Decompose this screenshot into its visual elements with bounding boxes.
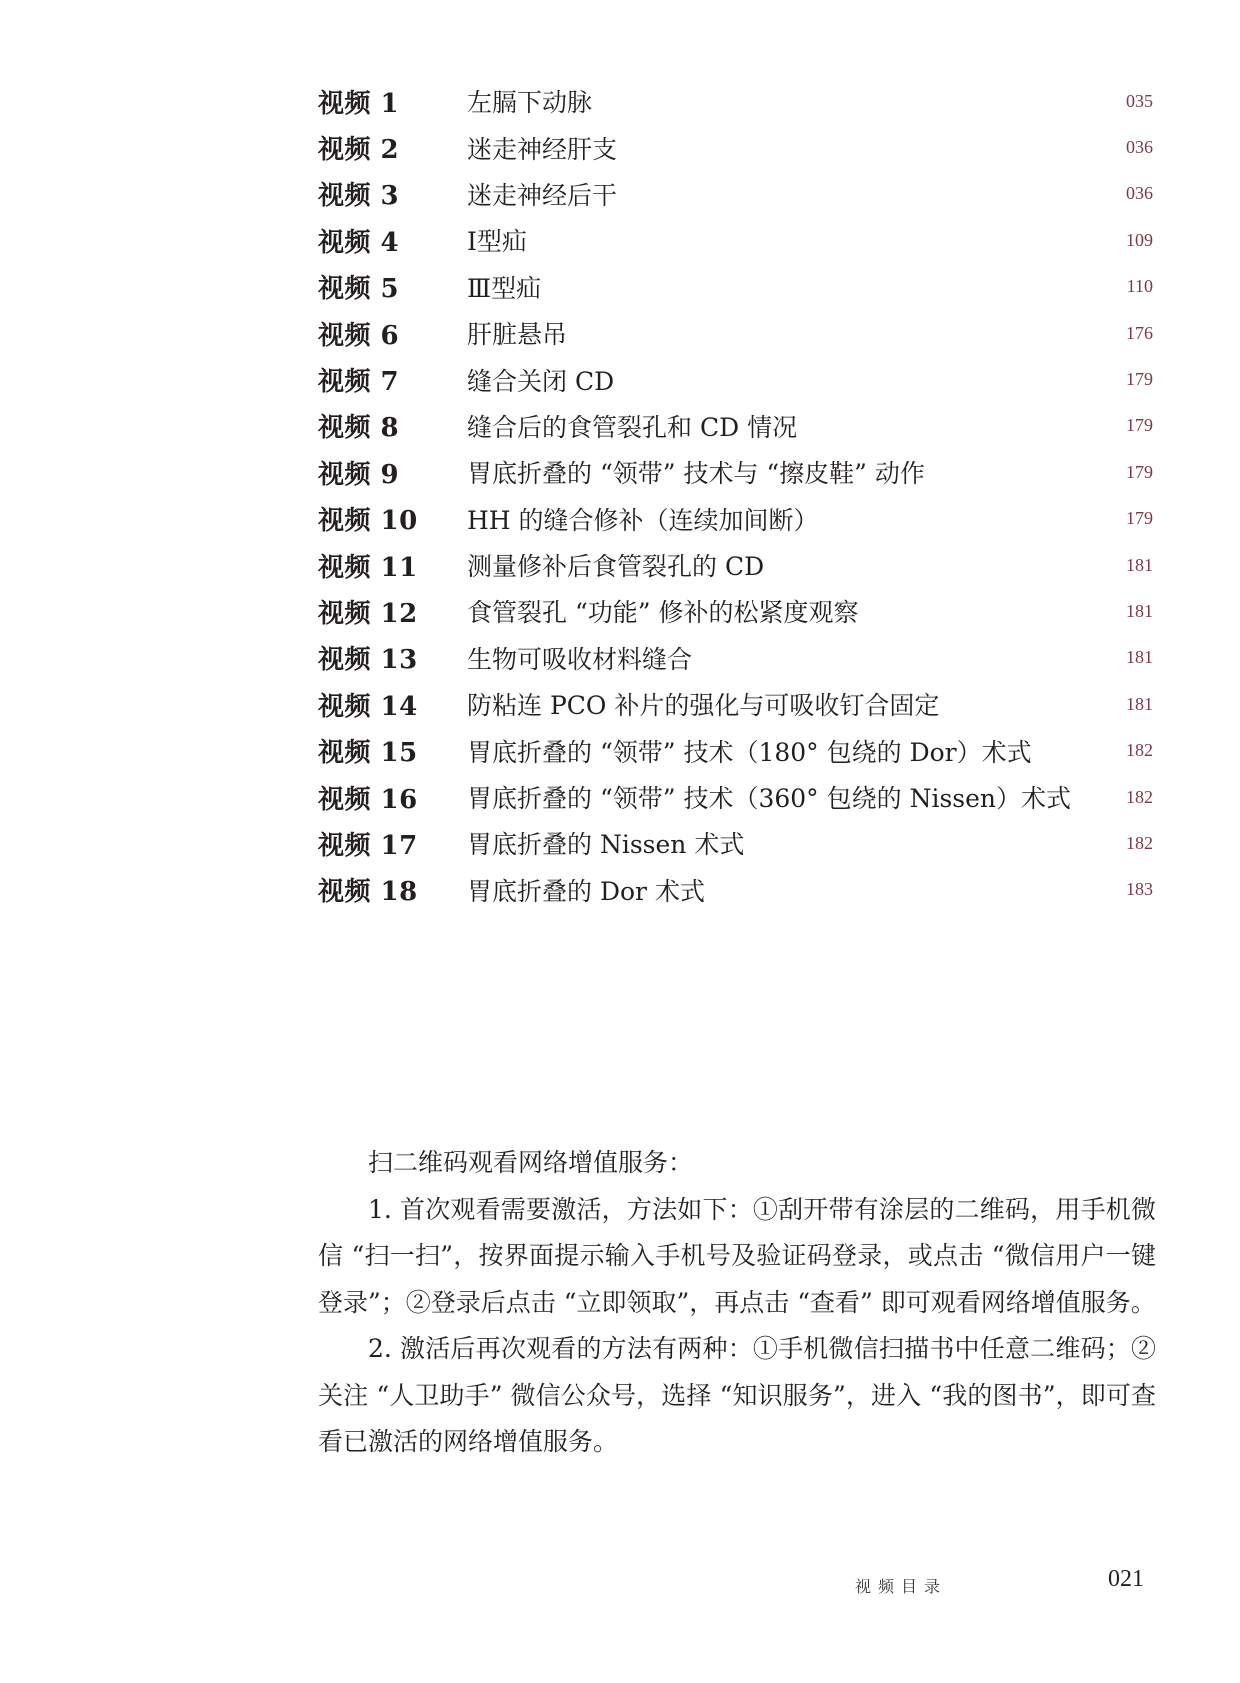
running-footer-section: 视频目录 xyxy=(855,1577,948,1596)
notice-paragraph-activation: 1. 首次观看需要激活，方法如下：①刮开带有涂层的二维码，用手机微信 “扫一扫”，按界面提示输入手机号及验证码登录，或点击 “微信用户一键登录”；②登录后点击 “立即领取”，再点击 “查看” 即可观看网络增值服务。 xyxy=(318,1194,1156,1317)
page-ref: 179 xyxy=(1126,369,1153,390)
video-label: 视频 2 xyxy=(318,135,400,166)
video-title: 肝脏悬吊 xyxy=(467,320,568,350)
video-label: 视频 9 xyxy=(318,459,400,490)
video-title: 迷走神经肝支 xyxy=(467,134,618,164)
notice-heading: 扫二维码观看网络增值服务： xyxy=(368,1148,694,1177)
toc-row[interactable] xyxy=(318,124,1153,170)
page-ref: 036 xyxy=(1126,183,1153,204)
video-title: Ⅲ型疝 xyxy=(467,273,542,303)
video-title: 缝合后的食管裂孔和 CD 情况 xyxy=(467,412,798,442)
video-label: 视频 11 xyxy=(318,552,418,583)
video-label: 视频 15 xyxy=(318,738,418,769)
toc-row[interactable] xyxy=(318,820,1153,866)
video-title: 食管裂孔 “功能” 修补的松紧度观察 xyxy=(467,598,859,628)
page-ref: 182 xyxy=(1126,832,1153,853)
page-ref: 109 xyxy=(1126,229,1153,250)
qr-code-service-notice xyxy=(318,1140,1156,1466)
video-title: 迷走神经后干 xyxy=(467,180,618,210)
video-title: 左膈下动脉 xyxy=(467,88,593,118)
toc-row[interactable] xyxy=(318,727,1153,773)
page-ref: 110 xyxy=(1126,276,1153,297)
notice-paragraph-rewatch: 2. 激活后再次观看的方法有两种：①手机微信扫描书中任意二维码；②关注 “人卫助手” 微信公众号，选择 “知识服务”，进入 “我的图书”，即可查看已激活的网络增值服务。 xyxy=(318,1334,1156,1456)
video-title: 胃底折叠的 “领带” 技术与 “擦皮鞋” 动作 xyxy=(467,459,925,489)
toc-row[interactable] xyxy=(318,217,1153,263)
page-ref: 181 xyxy=(1126,600,1153,621)
video-title: 生物可吸收材料缝合 xyxy=(467,644,693,674)
page-ref: 179 xyxy=(1126,461,1153,482)
toc-row[interactable] xyxy=(318,403,1153,449)
video-title: Ⅰ型疝 xyxy=(467,227,527,257)
video-table-of-contents xyxy=(318,78,1153,913)
page-ref: 036 xyxy=(1126,137,1153,158)
page-ref: 179 xyxy=(1126,508,1153,529)
toc-row[interactable] xyxy=(318,449,1153,495)
toc-row[interactable] xyxy=(318,542,1153,588)
toc-row[interactable] xyxy=(318,78,1153,124)
page-ref: 181 xyxy=(1126,693,1153,714)
page-ref: 181 xyxy=(1126,647,1153,668)
video-title: 防粘连 PCO 补片的强化与可吸收钉合固定 xyxy=(467,691,940,721)
toc-row[interactable] xyxy=(318,171,1153,217)
toc-row[interactable] xyxy=(318,496,1153,542)
video-label: 视频 6 xyxy=(318,320,400,351)
toc-row[interactable] xyxy=(318,774,1153,820)
video-title: HH 的缝合修补（连续加间断） xyxy=(467,505,819,535)
video-label: 视频 8 xyxy=(318,413,400,444)
page-ref: 181 xyxy=(1126,554,1153,575)
video-label: 视频 13 xyxy=(318,645,418,676)
page-ref: 035 xyxy=(1126,90,1153,111)
video-title: 胃底折叠的 Dor 术式 xyxy=(467,876,705,906)
video-title: 测量修补后食管裂孔的 CD xyxy=(467,552,765,582)
page-ref: 183 xyxy=(1126,879,1153,900)
video-title: 胃底折叠的 “领带” 技术（360° 包绕的 Nissen）术式 xyxy=(467,784,1071,814)
toc-row[interactable] xyxy=(318,356,1153,402)
toc-row[interactable] xyxy=(318,310,1153,356)
page-ref: 176 xyxy=(1126,322,1153,343)
video-label: 视频 17 xyxy=(318,830,418,861)
toc-row[interactable] xyxy=(318,588,1153,634)
video-title: 胃底折叠的 “领带” 技术（180° 包绕的 Dor）术式 xyxy=(467,737,1032,767)
video-label: 视频 1 xyxy=(318,88,400,119)
video-label: 视频 12 xyxy=(318,598,418,629)
video-label: 视频 5 xyxy=(318,274,400,305)
video-label: 视频 18 xyxy=(318,877,418,908)
video-label: 视频 4 xyxy=(318,227,400,258)
toc-row[interactable] xyxy=(318,681,1153,727)
video-title: 缝合关闭 CD xyxy=(467,366,615,396)
page-ref: 179 xyxy=(1126,415,1153,436)
video-label: 视频 7 xyxy=(318,367,400,398)
video-label: 视频 10 xyxy=(318,506,418,537)
video-label: 视频 16 xyxy=(318,784,418,815)
toc-row[interactable] xyxy=(318,867,1153,913)
video-title: 胃底折叠的 Nissen 术式 xyxy=(467,830,745,860)
page-ref: 182 xyxy=(1126,740,1153,761)
toc-row[interactable] xyxy=(318,635,1153,681)
page-ref: 182 xyxy=(1126,786,1153,807)
video-label: 视频 3 xyxy=(318,181,400,212)
video-label: 视频 14 xyxy=(318,691,418,722)
page-number: 021 xyxy=(1108,1566,1144,1592)
toc-row[interactable] xyxy=(318,264,1153,310)
